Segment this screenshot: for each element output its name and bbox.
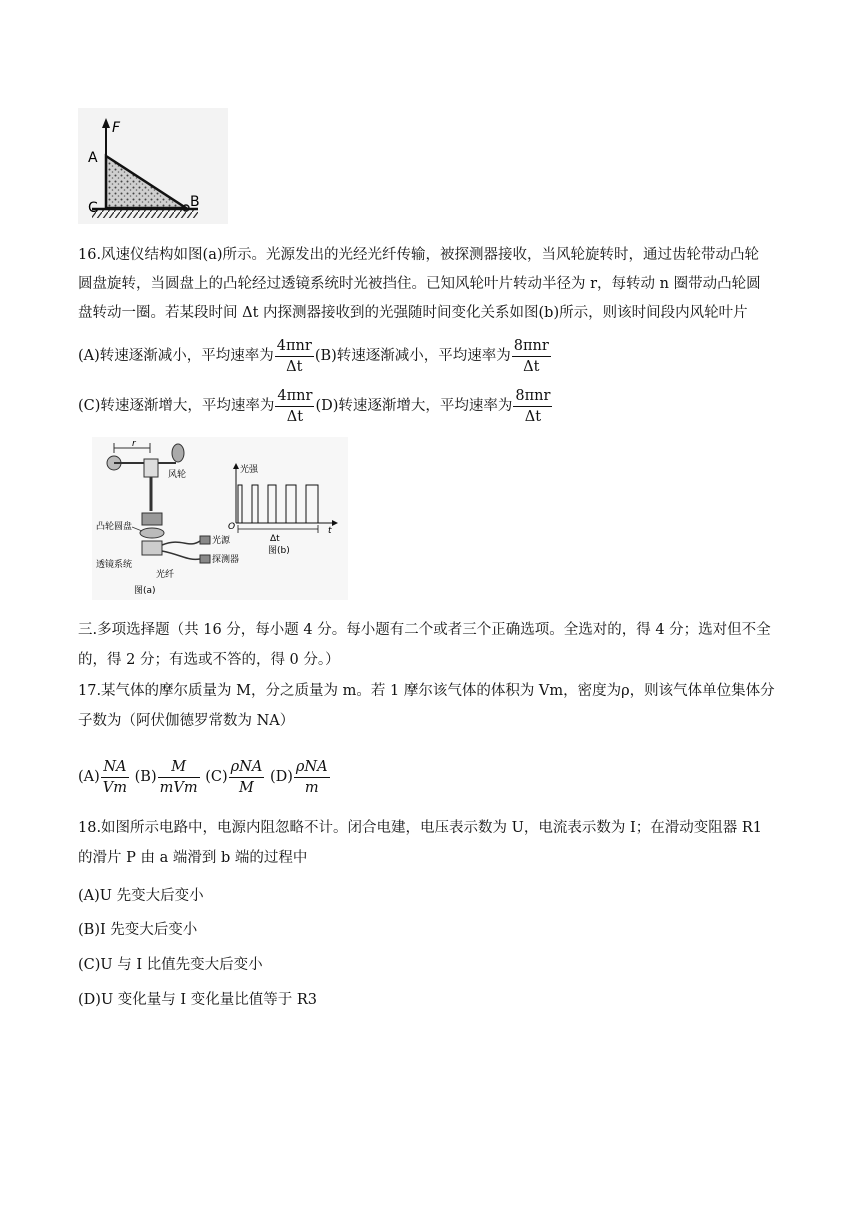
label-a: A <box>88 150 98 166</box>
label-origin: O <box>228 522 236 532</box>
section3-line-1: 三.多项选择题（共 16 分，每小题 4 分。每小题有二个或者三个正确选项。全选对的，得 4 分；选对但不全 <box>78 622 771 638</box>
q16-options-cd <box>78 384 553 428</box>
q16-frac-c: $\frac{\text{4πnr}}{\Delta t}$ <box>277 387 313 425</box>
q16-frac-d: $\frac{\text{8πnr}}{\Delta t}$ <box>515 387 551 425</box>
q17-frac-b: $\frac{M}{\text{mVm}}$ <box>159 758 198 796</box>
label-b: B <box>190 194 200 210</box>
label-r: r <box>132 439 136 449</box>
label-c: C <box>88 200 98 216</box>
q16-options-ab <box>78 334 552 378</box>
q17-frac-d: $\frac{\text{ρNA}}{m}$ <box>295 758 328 796</box>
section3-line-2: 的，得 2 分；有选或不答的，得 0 分。） <box>78 652 340 668</box>
q18-option-b: (B)I 先变大后变小 <box>78 922 198 938</box>
label-fiber: 光纤 <box>156 570 175 580</box>
q16-option-a: (A)转速逐渐减小，平均速率为 <box>78 348 274 364</box>
q18-option-a: (A)U 先变大后变小 <box>78 888 204 904</box>
label-t: t <box>328 526 332 536</box>
q16-line-3: 盘转动一圈。若某段时间 Δt 内探测器接收到的光强随时间变化关系如图(b)所示，则该时间段内风轮叶片 <box>78 305 748 321</box>
label-wind-wheel: 风轮 <box>168 470 187 480</box>
q16-frac-a: $\frac{\text{4πnr}}{\Delta t}$ <box>276 337 312 375</box>
q18-option-d: (D)U 变化量与 I 变化量比值等于 R3 <box>78 992 317 1008</box>
q17-options <box>78 754 331 800</box>
label-light-source: 光源 <box>212 536 231 546</box>
q16-option-d: (D)转速逐渐增大，平均速率为 <box>315 398 513 414</box>
label-dt: Δt <box>270 534 280 544</box>
label-fig-a: 图(a) <box>134 586 156 596</box>
cam-disk-icon <box>142 513 162 525</box>
label-cam-disk: 凸轮圆盘 <box>96 522 133 532</box>
q17-option-a: (A) <box>78 769 100 785</box>
q16-line-2: 圆盘旋转，当圆盘上的凸轮经过透镜系统时光被挡住。已知风轮叶片转动半径为 r，每转动 n 圈带动凸轮圆 <box>78 276 761 292</box>
q18-line-2: 的滑片 P 由 a 端滑到 b 端的过程中 <box>78 850 308 866</box>
triangle-figure <box>78 108 228 224</box>
q17-frac-a: $\frac{NA}{Vm}$ <box>102 758 128 796</box>
label-fig-b: 图(b) <box>268 546 290 556</box>
q17-line-1: 17.某气体的摩尔质量为 M，分之质量为 m。若 1 摩尔该气体的体积为 Vm，密度为ρ，则该气体单位集体分 <box>78 683 775 699</box>
q16-line-1: 16.风速仪结构如图(a)所示。光源发出的光经光纤传输，被探测器接收，当风轮旋转时，通过齿轮带动凸轮 <box>78 247 760 263</box>
anemometer-figure <box>92 437 348 600</box>
label-light-intensity: 光强 <box>240 465 259 475</box>
q17-option-b: (B) <box>134 769 157 785</box>
lens-icon <box>142 541 162 555</box>
q16-option-b: (B)转速逐渐减小，平均速率为 <box>314 348 511 364</box>
label-detector: 探测器 <box>212 555 240 565</box>
q18-line-1: 18.如图所示电路中，电源内阻忽略不计。闭合电建，电压表示数为 U，电流表示数为 I；在滑动变阻器 R1 <box>78 820 762 836</box>
q18-option-c: (C)U 与 I 比值先变大后变小 <box>78 957 263 973</box>
q17-option-d: (D) <box>269 769 293 785</box>
label-f: F <box>112 120 121 136</box>
q17-line-2: 子数为（阿伏伽德罗常数为 NA） <box>78 713 295 729</box>
q17-frac-c: $\frac{\text{ρNA}}{M}$ <box>230 758 263 796</box>
q17-option-c: (C) <box>205 769 228 785</box>
label-lens-system: 透镜系统 <box>96 560 133 570</box>
q16-frac-b: $\frac{\text{8πnr}}{\Delta t}$ <box>513 337 549 375</box>
q16-option-c: (C)转速逐渐增大，平均速率为 <box>78 398 275 414</box>
